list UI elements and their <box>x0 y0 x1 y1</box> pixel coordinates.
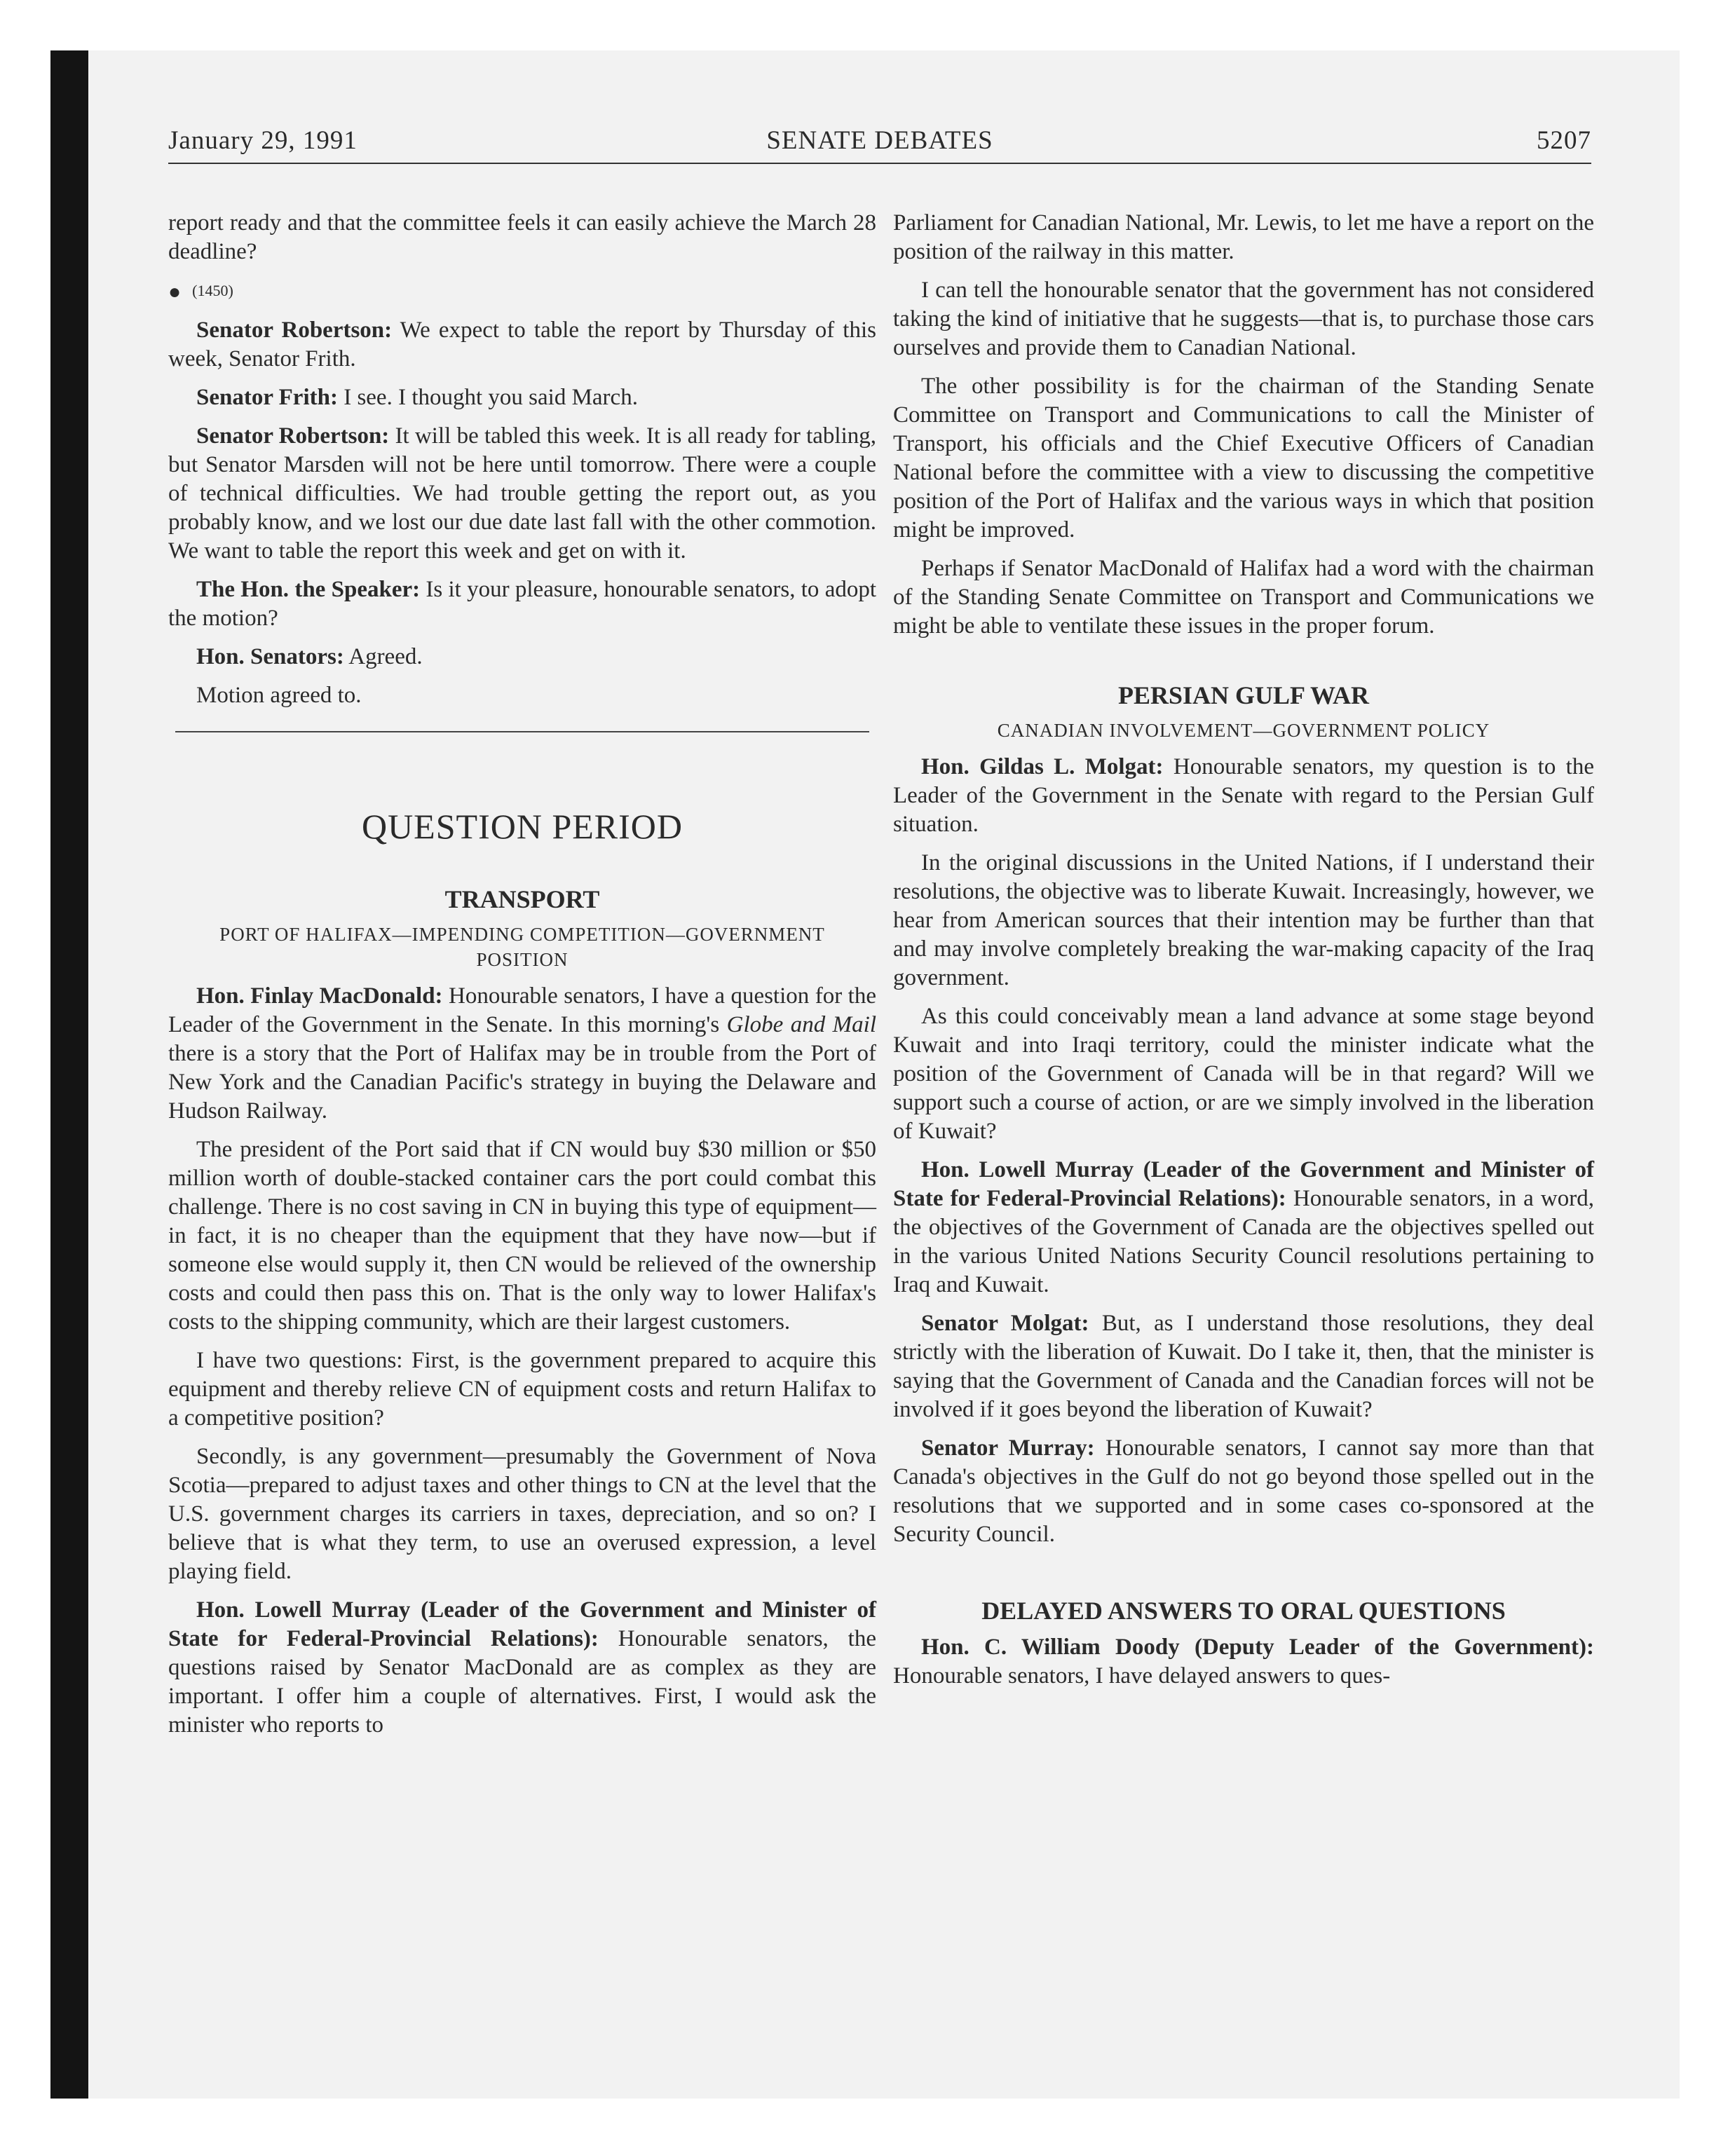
speech-text: Honourable senators, my question is to the Leader of the Government in the Senate with regard to the Persian Gulf situation. <box>893 754 1594 837</box>
speaker-name: Hon. Gildas L. Molgat: <box>921 754 1164 779</box>
speech-text: Honourable senators, in a word, the objectives of the Government of Canada are the objectives spelled out in the various United Nations Security Council resolutions pertaining to Iraq and Kuwait. <box>893 1186 1594 1297</box>
paragraph: Secondly, is any government—presumably the Government of Nova Scotia—prepared to adjust taxes and other things to CN at the level that the U.S. government charges its carriers in taxes, depreciation, and so on? I believe that is what they term, to use an overused expression, a level playing field. <box>168 1444 876 1585</box>
paragraph: I have two questions: First, is the government prepared to acquire this equipment and thereby relieve CN of equipment costs and return Halifax to a competitive position? <box>168 1348 876 1431</box>
speech-text: Honourable senators, I cannot say more than that Canada's objectives in the Gulf do not go beyond those spelled out in the resolutions that we supported and in some cases co-sponsored at the Security Council. <box>893 1435 1594 1547</box>
paragraph <box>893 1309 1594 1424</box>
subheading: PERSIAN GULF WAR <box>1117 681 1370 709</box>
header-date: January 29, 1991 <box>168 126 358 155</box>
topic-heading: PORT OF HALIFAX—IMPENDING COMPETITION—GOVERNMENT POSITION <box>219 924 825 971</box>
subheading: DELAYED ANSWERS TO ORAL QUESTIONS <box>981 1597 1506 1625</box>
paragraph <box>168 316 876 374</box>
speaker-name: Senator Murray: <box>921 1435 1095 1461</box>
paragraph <box>893 1434 1594 1549</box>
running-header <box>168 123 1591 158</box>
topic-heading: CANADIAN INVOLVEMENT—GOVERNMENT POLICY <box>997 720 1490 741</box>
paragraph: Perhaps if Senator MacDonald of Halifax had a word with the chairman of the Standing Senate Committee on Transport and Communications we might be able to ventilate these issues in the proper forum. <box>893 556 1594 639</box>
speaker-name: Senator Robertson: <box>196 423 390 449</box>
header-title: SENATE DEBATES <box>766 126 993 155</box>
paragraph: As this could conceivably mean a land advance at some stage beyond Kuwait and into Iraqi territory, could the minister indicate what the position of the Government of Canada will be in that regard? Will we support such a course of action, or are we simply involved in the liberation of Kuwait? <box>893 1004 1594 1144</box>
speaker-name: Hon. Senators: <box>196 644 344 670</box>
paragraph <box>893 1156 1594 1299</box>
scan-edge <box>50 50 88 2099</box>
speech-text: Honourable senators, the questions raised by Senator MacDonald are as complex as they are important. I offer him a couple of alternatives. First, I would ask the minister who reports to <box>168 1626 876 1738</box>
bullet-icon: ● <box>168 280 182 304</box>
paragraph <box>168 643 876 671</box>
paragraph: In the original discussions in the United Nations, if I understand their resolutions, the objective was to liberate Kuwait. Increasingly, however, we hear from American sources that their intention may be further than that and may involve completely breaking the war-making capacity of the Iraq government. <box>893 850 1594 990</box>
speaker-name: Hon. C. William Doody (Deputy Leader of the Government): <box>921 1635 1594 1660</box>
paragraph <box>893 1633 1594 1691</box>
section-divider <box>175 731 869 732</box>
speaker-name: Hon. Lowell Murray (Leader of the Government and Minister of State for Federal-Provincial Relations): <box>168 1597 876 1652</box>
speech-text: It will be tabled this week. It is all ready for tabling, but Senator Marsden will not be here until tomorrow. There were a couple of technical difficulties. We had trouble getting the report out, as you probably know, and we lost our due date last fall with the other commotion. We want to table the report this week and get on with it. <box>168 423 876 564</box>
paragraph: Motion agreed to. <box>196 683 362 709</box>
section-title: QUESTION PERIOD <box>361 807 683 847</box>
paragraph <box>168 575 876 633</box>
speaker-name: Hon. Lowell Murray (Leader of the Government and Minister of State for Federal-Provincial Relations): <box>893 1157 1594 1211</box>
speech-text: I see. I thought you said March. <box>337 385 638 411</box>
timestamp-text: (1450) <box>192 282 233 299</box>
right-column <box>893 209 1594 1700</box>
subheading: TRANSPORT <box>444 885 600 914</box>
speaker-name: Senator Frith: <box>196 385 338 411</box>
paragraph: The other possibility is for the chairman of the Standing Senate Committee on Transport and Communications to call the Minister of Transport, his officials and the Chief Executive Officers of Canadian National before the committee with a view to discussing the competitive position of the Port of Halifax and the various ways in which that position might be improved. <box>893 374 1594 543</box>
speaker-name: Senator Molgat: <box>921 1311 1089 1336</box>
header-page-number: 5207 <box>1537 126 1591 155</box>
speaker-name: Hon. Finlay MacDonald: <box>196 983 443 1009</box>
paragraph <box>168 422 876 566</box>
header-rule <box>168 163 1591 164</box>
speaker-name: Senator Robertson: <box>196 318 393 343</box>
paragraph <box>893 753 1594 839</box>
paragraph <box>168 1596 876 1740</box>
speech-text: Honourable senators, I have a question for the Leader of the Government in the Senate. In this morning's <box>168 983 876 1038</box>
speech-text: Honourable senators, I have delayed answers to ques- <box>893 1663 1391 1688</box>
paragraph: I can tell the honourable senator that the government has not considered taking the kind of initiative that he suggests—that is, to purchase those cars ourselves and provide them to Canadian National. <box>893 278 1594 360</box>
newspaper-title: Globe and Mail <box>726 1012 876 1038</box>
left-column <box>168 209 876 1749</box>
document-page <box>88 50 1680 2099</box>
speech-text: Is it your pleasure, honourable senators, to adopt the motion? <box>168 577 877 632</box>
paragraph: The president of the Port said that if CN would buy $30 million or $50 million worth of double-stacked container cars the port could combat this challenge. There is no cost saving in CN in buying this type of equipment—in fact, it is no cheaper than the equipment that they have now—but if someone else would supply it, then CN would be relieved of the ownership costs and could then pass this on. That is the only way to lower Halifax's costs to the shipping community, which are their largest customers. <box>168 1137 876 1335</box>
speech-text: We expect to table the report by Thursday of this week, Senator Frith. <box>168 318 876 372</box>
paragraph: Parliament for Canadian National, Mr. Lewis, to let me have a report on the position of the railway in this matter. <box>893 210 1594 264</box>
timestamp <box>168 276 876 306</box>
speech-text: But, as I understand those resolutions, they deal strictly with the liberation of Kuwait. Do I take it, then, that the minister is saying that the Government of Canada and the Canadian forces will not be involved if it goes beyond the liberation of Kuwait? <box>893 1311 1594 1422</box>
speaker-name: The Hon. the Speaker: <box>196 577 421 603</box>
paragraph <box>168 383 876 412</box>
speech-text: there is a story that the Port of Halifax may be in trouble from the Port of New York and the Canadian Pacific's strategy in buying the Delaware and Hudson Railway. <box>168 1041 876 1124</box>
paragraph: report ready and that the committee feels it can easily achieve the March 28 deadline? <box>168 210 876 264</box>
speech-text: Agreed. <box>343 644 423 670</box>
paragraph <box>168 982 876 1126</box>
